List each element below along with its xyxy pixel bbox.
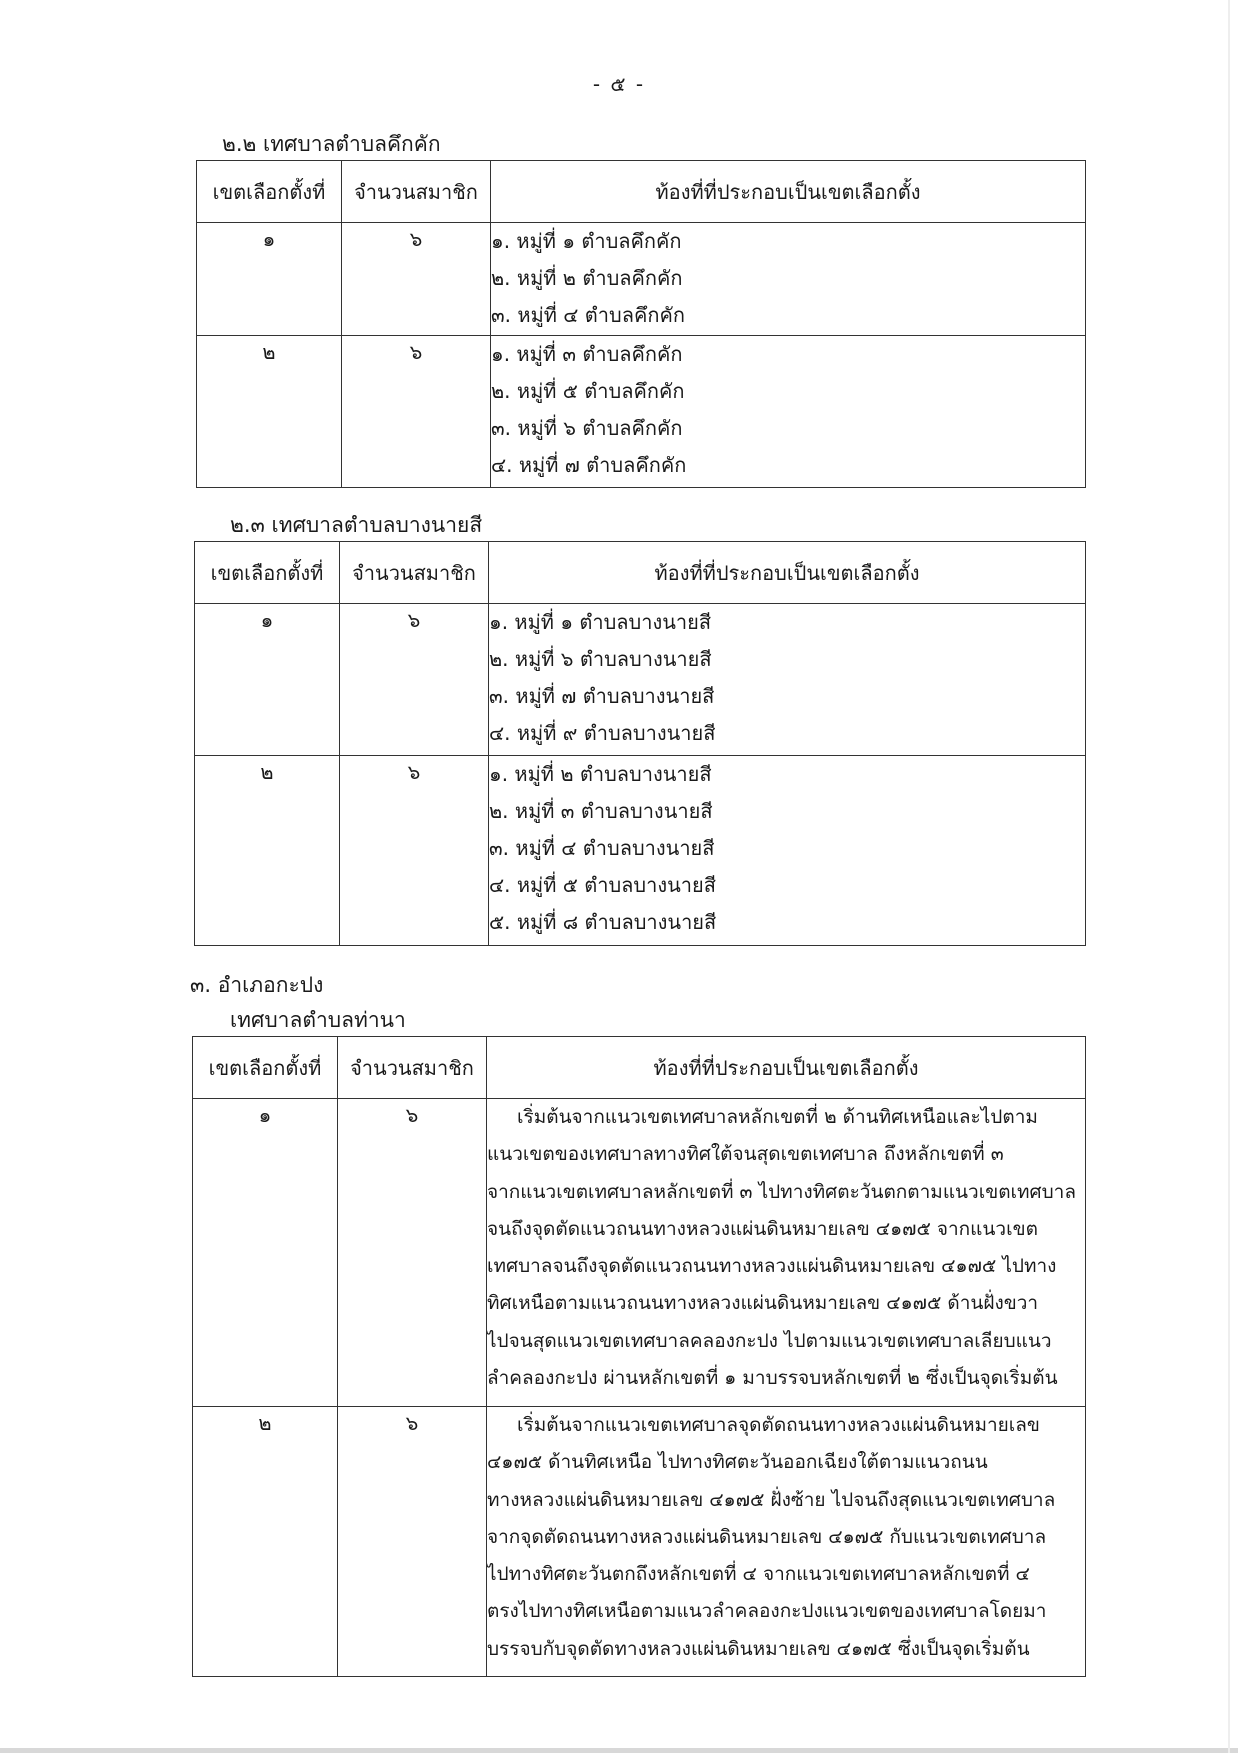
place-item: ๓. หมู่ที่ ๖ ตำบลคึกคัก: [491, 416, 683, 440]
district-cell: ๑: [193, 1099, 338, 1407]
boundary-description: [487, 1099, 1086, 1407]
description-line: ทางหลวงแผ่นดินหมายเลข ๔๑๗๕ ฝั่งซ้าย ไปจนถึงสุดแนวเขตเทศบาล: [487, 1488, 1056, 1511]
place-item: ๓. หมู่ที่ ๗ ตำบลบางนายสี: [489, 684, 715, 708]
members-cell: ๖: [342, 336, 491, 488]
members-cell: ๖: [340, 756, 489, 946]
district-cell: ๒: [193, 1407, 338, 1677]
place-item: ๒. หมู่ที่ ๒ ตำบลคึกคัก: [491, 266, 683, 290]
col-area-header: ท้องที่ที่ประกอบเป็นเขตเลือกตั้ง: [487, 1037, 1086, 1099]
table-header: [193, 1037, 1086, 1099]
scan-edge: [0, 1748, 1238, 1753]
table-2-3: [194, 541, 1086, 946]
scan-edge-right: [1228, 0, 1230, 1753]
members-cell: ๖: [338, 1407, 487, 1677]
description-line: เริ่มต้นจากแนวเขตเทศบาลหลักเขตที่ ๒ ด้านทิศเหนือและไปตาม: [517, 1106, 1038, 1128]
district-cell: ๑: [195, 604, 340, 756]
place-item: ๑. หมู่ที่ ๒ ตำบลบางนายสี: [489, 762, 712, 786]
description-line: จนถึงจุดตัดแนวถนนทางหลวงแผ่นดินหมายเลข ๔๑๗๕ จากแนวเขต: [487, 1217, 1038, 1240]
description-line: ๔๑๗๕ ด้านทิศเหนือ ไปทางทิศตะวันออกเฉียงใต้ตามแนวถนน: [487, 1451, 988, 1474]
district-cell: ๒: [195, 756, 340, 946]
description-line: ทิศเหนือตามแนวถนนทางหลวงแผ่นดินหมายเลข ๔๑๗๕ ด้านฝั่งขวา: [487, 1292, 1039, 1315]
places-cell: [489, 756, 1086, 946]
col-district-header: เขตเลือกตั้งที่: [195, 542, 340, 604]
place-item: ๔. หมู่ที่ ๕ ตำบลบางนายสี: [489, 873, 716, 897]
table-row: [195, 756, 1086, 946]
table-header: [195, 542, 1086, 604]
table-row: [193, 1407, 1086, 1677]
table-row: [197, 336, 1086, 488]
section-3-subtitle: เทศบาลตำบลท่านา: [230, 1008, 406, 1032]
place-item: ๒. หมู่ที่ ๕ ตำบลคึกคัก: [491, 379, 685, 403]
col-district-header: เขตเลือกตั้งที่: [197, 161, 342, 223]
members-cell: ๖: [340, 604, 489, 756]
col-area-header: ท้องที่ที่ประกอบเป็นเขตเลือกตั้ง: [491, 161, 1086, 223]
section-2-3-title: ๒.๓ เทศบาลตำบลบางนายสี: [230, 513, 483, 537]
place-item: ๑. หมู่ที่ ๑ ตำบลคึกคัก: [491, 229, 682, 253]
members-cell: ๖: [342, 223, 491, 336]
table-row: [197, 223, 1086, 336]
description-line: จากแนวเขตเทศบาลหลักเขตที่ ๓ ไปทางทิศตะวันตกตามแนวเขตเทศบาล: [487, 1180, 1076, 1203]
col-members-header: จำนวนสมาชิก: [338, 1037, 487, 1099]
description-line: แนวเขตของเทศบาลทางทิศใต้จนสุดเขตเทศบาล ถึงหลักเขตที่ ๓: [487, 1143, 1004, 1166]
place-item: ๒. หมู่ที่ ๖ ตำบลบางนายสี: [489, 647, 712, 671]
col-district-header: เขตเลือกตั้งที่: [193, 1037, 338, 1099]
col-area-header: ท้องที่ที่ประกอบเป็นเขตเลือกตั้ง: [489, 542, 1086, 604]
place-item: ๑. หมู่ที่ ๑ ตำบลบางนายสี: [489, 610, 712, 634]
description-line: เริ่มต้นจากแนวเขตเทศบาลจุดตัดถนนทางหลวงแผ่นดินหมายเลข: [517, 1414, 1040, 1436]
place-item: ๒. หมู่ที่ ๓ ตำบลบางนายสี: [489, 799, 713, 823]
place-item: ๓. หมู่ที่ ๔ ตำบลบางนายสี: [489, 836, 715, 860]
place-item: ๓. หมู่ที่ ๔ ตำบลคึกคัก: [491, 303, 685, 327]
description-line: บรรจบกับจุดตัดทางหลวงแผ่นดินหมายเลข ๔๑๗๕ ซึ่งเป็นจุดเริ่มต้น: [487, 1637, 1030, 1660]
place-item: ๔. หมู่ที่ ๙ ตำบลบางนายสี: [489, 721, 716, 745]
place-item: ๑. หมู่ที่ ๓ ตำบลคึกคัก: [491, 342, 683, 366]
members-cell: ๖: [338, 1099, 487, 1407]
page-number: - ๕ -: [592, 72, 646, 96]
description-line: ตรงไปทางทิศเหนือตามแนวลำคลองกะปงแนวเขตของเทศบาลโดยมา: [487, 1600, 1047, 1623]
place-item: ๔. หมู่ที่ ๗ ตำบลคึกคัก: [491, 453, 687, 477]
description-line: ลำคลองกะปง ผ่านหลักเขตที่ ๑ มาบรรจบหลักเขตที่ ๒ ซึ่งเป็นจุดเริ่มต้น: [487, 1367, 1058, 1390]
col-members-header: จำนวนสมาชิก: [340, 542, 489, 604]
table-header: [197, 161, 1086, 223]
boundary-description: [487, 1407, 1086, 1677]
table-3: [192, 1036, 1086, 1677]
section-3-title: ๓. อำเภอกะปง: [190, 973, 324, 997]
places-cell: [491, 223, 1086, 336]
section-2-2-title: ๒.๒ เทศบาลตำบลคึกคัก: [222, 132, 441, 156]
district-cell: ๑: [197, 223, 342, 336]
table-2-2: [196, 160, 1086, 488]
table-row: [195, 604, 1086, 756]
col-members-header: จำนวนสมาชิก: [342, 161, 491, 223]
description-line: ไปจนสุดแนวเขตเทศบาลคลองกะปง ไปตามแนวเขตเทศบาลเลียบแนว: [487, 1329, 1052, 1352]
description-line: จากจุดตัดถนนทางหลวงแผ่นดินหมายเลข ๔๑๗๕ กับแนวเขตเทศบาล: [487, 1525, 1047, 1548]
places-cell: [489, 604, 1086, 756]
place-item: ๕. หมู่ที่ ๘ ตำบลบางนายสี: [489, 910, 717, 934]
places-cell: [491, 336, 1086, 488]
district-cell: ๒: [197, 336, 342, 488]
description-line: เทศบาลจนถึงจุดตัดแนวถนนทางหลวงแผ่นดินหมายเลข ๔๑๗๕ ไปทาง: [487, 1255, 1057, 1278]
table-row: [193, 1099, 1086, 1407]
description-line: ไปทางทิศตะวันตกถึงหลักเขตที่ ๔ จากแนวเขตเทศบาลหลักเขตที่ ๔: [487, 1563, 1030, 1586]
